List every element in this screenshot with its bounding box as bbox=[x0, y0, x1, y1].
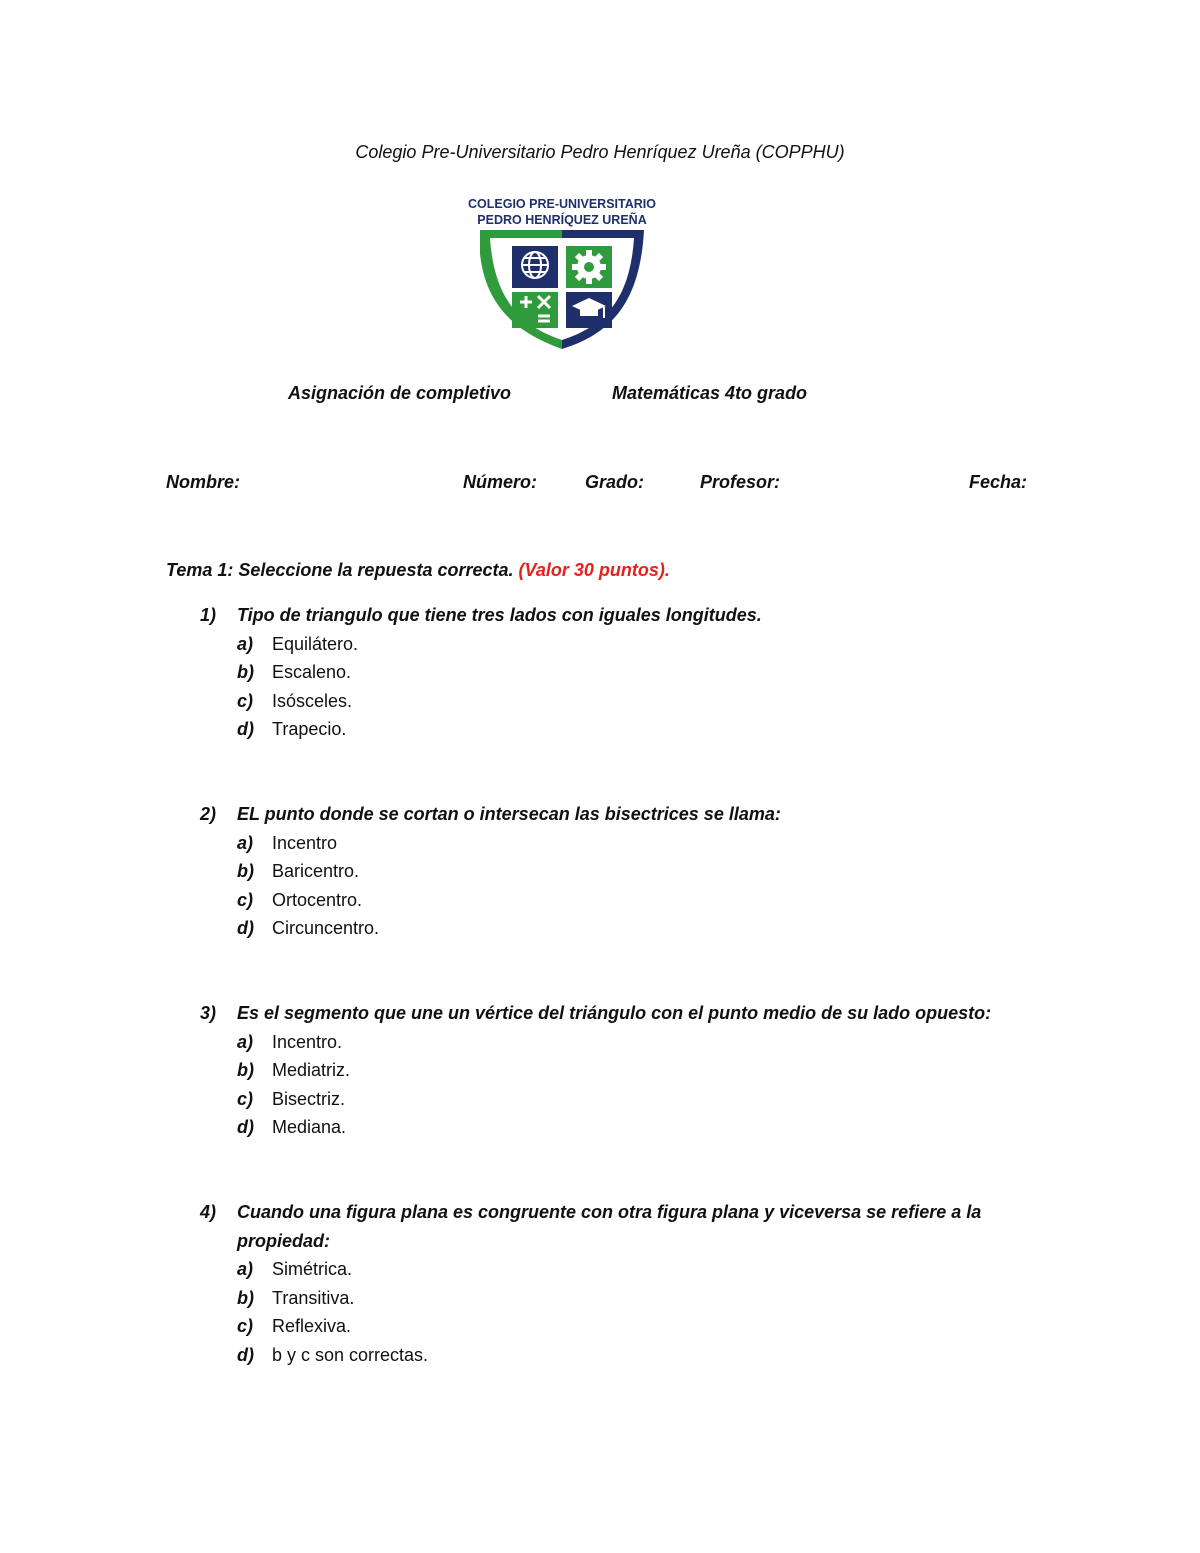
question-text: EL punto donde se cortan o intersecan las bisectrices se llama: bbox=[237, 804, 781, 824]
option-text: Ortocentro. bbox=[272, 889, 363, 910]
question-number: 3) bbox=[200, 1003, 217, 1023]
option-item[interactable] bbox=[200, 687, 1040, 716]
logo-text-line1: COLEGIO PRE-UNIVERSITARIO bbox=[468, 197, 656, 211]
option-text: Mediatriz. bbox=[272, 1060, 351, 1080]
field-profesor: Profesor: bbox=[700, 472, 781, 492]
math-quadrant bbox=[512, 292, 558, 328]
option-letter: d) bbox=[237, 1117, 254, 1137]
option-letter: d) bbox=[237, 719, 254, 739]
option-letter: a) bbox=[237, 832, 254, 853]
question-text: Es el segmento que une un vértice del triángulo con el punto medio de su lado opuesto: bbox=[237, 1003, 992, 1023]
option-letter: c) bbox=[237, 1316, 254, 1336]
option-text: Isósceles. bbox=[272, 690, 353, 711]
option-item[interactable] bbox=[200, 914, 1040, 943]
option-item[interactable] bbox=[200, 1113, 1040, 1142]
option-item[interactable] bbox=[200, 1312, 1040, 1341]
option-letter: c) bbox=[237, 1088, 254, 1109]
option-text: Reflexiva. bbox=[272, 1316, 352, 1336]
option-text: Bisectriz. bbox=[272, 1088, 346, 1109]
tema-heading bbox=[166, 560, 670, 581]
logo-text-line2: PEDRO HENRÍQUEZ UREÑA bbox=[477, 213, 647, 227]
option-text: Incentro bbox=[272, 832, 338, 853]
option-item[interactable] bbox=[200, 630, 1040, 659]
option-item[interactable] bbox=[200, 829, 1040, 858]
field-fecha: Fecha: bbox=[969, 472, 1028, 492]
option-text: Incentro. bbox=[272, 1031, 343, 1052]
option-text: b y c son correctas. bbox=[272, 1344, 429, 1365]
tema-label: Tema 1: Seleccione la repuesta correcta. bbox=[166, 560, 514, 580]
school-title: Colegio Pre-Universitario Pedro Henríquez Ureña (COPPHU) bbox=[355, 142, 845, 162]
option-item[interactable] bbox=[200, 658, 1040, 687]
option-item[interactable] bbox=[200, 1284, 1040, 1313]
option-letter: c) bbox=[237, 889, 254, 910]
option-text: Equilátero. bbox=[272, 633, 359, 654]
option-item[interactable] bbox=[200, 857, 1040, 886]
option-text: Escaleno. bbox=[272, 662, 352, 682]
question-4 bbox=[200, 1198, 1040, 1369]
subject-label: Matemáticas 4to grado bbox=[612, 383, 808, 403]
option-letter: a) bbox=[237, 1031, 254, 1052]
option-letter: a) bbox=[237, 1259, 254, 1279]
assignment-label: Asignación de completivo bbox=[288, 383, 512, 403]
option-letter: b) bbox=[237, 1060, 254, 1080]
option-letter: a) bbox=[237, 633, 254, 654]
option-item[interactable] bbox=[200, 1341, 1040, 1370]
gear-icon bbox=[572, 250, 606, 284]
option-item[interactable] bbox=[200, 886, 1040, 915]
question-text: Cuando una figura plana es congruente con otra figura plana y viceversa se refiere a la propiedad: bbox=[237, 1202, 982, 1251]
option-text: Transitiva. bbox=[272, 1287, 355, 1308]
school-logo bbox=[460, 194, 664, 354]
question-3 bbox=[200, 999, 1040, 1142]
question-number: 2) bbox=[200, 804, 217, 824]
option-item[interactable] bbox=[200, 1056, 1040, 1085]
field-grado: Grado: bbox=[585, 472, 645, 492]
option-letter: d) bbox=[237, 1344, 254, 1365]
option-item[interactable] bbox=[200, 1028, 1040, 1057]
option-text: Simétrica. bbox=[272, 1259, 353, 1279]
option-item[interactable] bbox=[200, 715, 1040, 744]
tema-value: (Valor 30 puntos). bbox=[518, 560, 670, 580]
question-number: 1) bbox=[200, 605, 217, 625]
question-text: Tipo de triangulo que tiene tres lados con iguales longitudes. bbox=[237, 605, 762, 625]
option-text: Baricentro. bbox=[272, 861, 360, 881]
field-numero: Número: bbox=[463, 472, 538, 492]
option-text: Mediana. bbox=[272, 1117, 347, 1137]
option-letter: b) bbox=[237, 662, 254, 682]
question-2 bbox=[200, 800, 1040, 943]
option-letter: b) bbox=[237, 1287, 254, 1308]
option-letter: b) bbox=[237, 861, 254, 881]
option-item[interactable] bbox=[200, 1085, 1040, 1114]
field-nombre: Nombre: bbox=[166, 472, 241, 492]
option-item[interactable] bbox=[200, 1255, 1040, 1284]
option-letter: c) bbox=[237, 690, 254, 711]
option-text: Circuncentro. bbox=[272, 918, 380, 938]
question-number: 4) bbox=[200, 1202, 217, 1222]
option-letter: d) bbox=[237, 918, 254, 938]
option-text: Trapecio. bbox=[272, 719, 347, 739]
question-1 bbox=[200, 601, 1040, 744]
